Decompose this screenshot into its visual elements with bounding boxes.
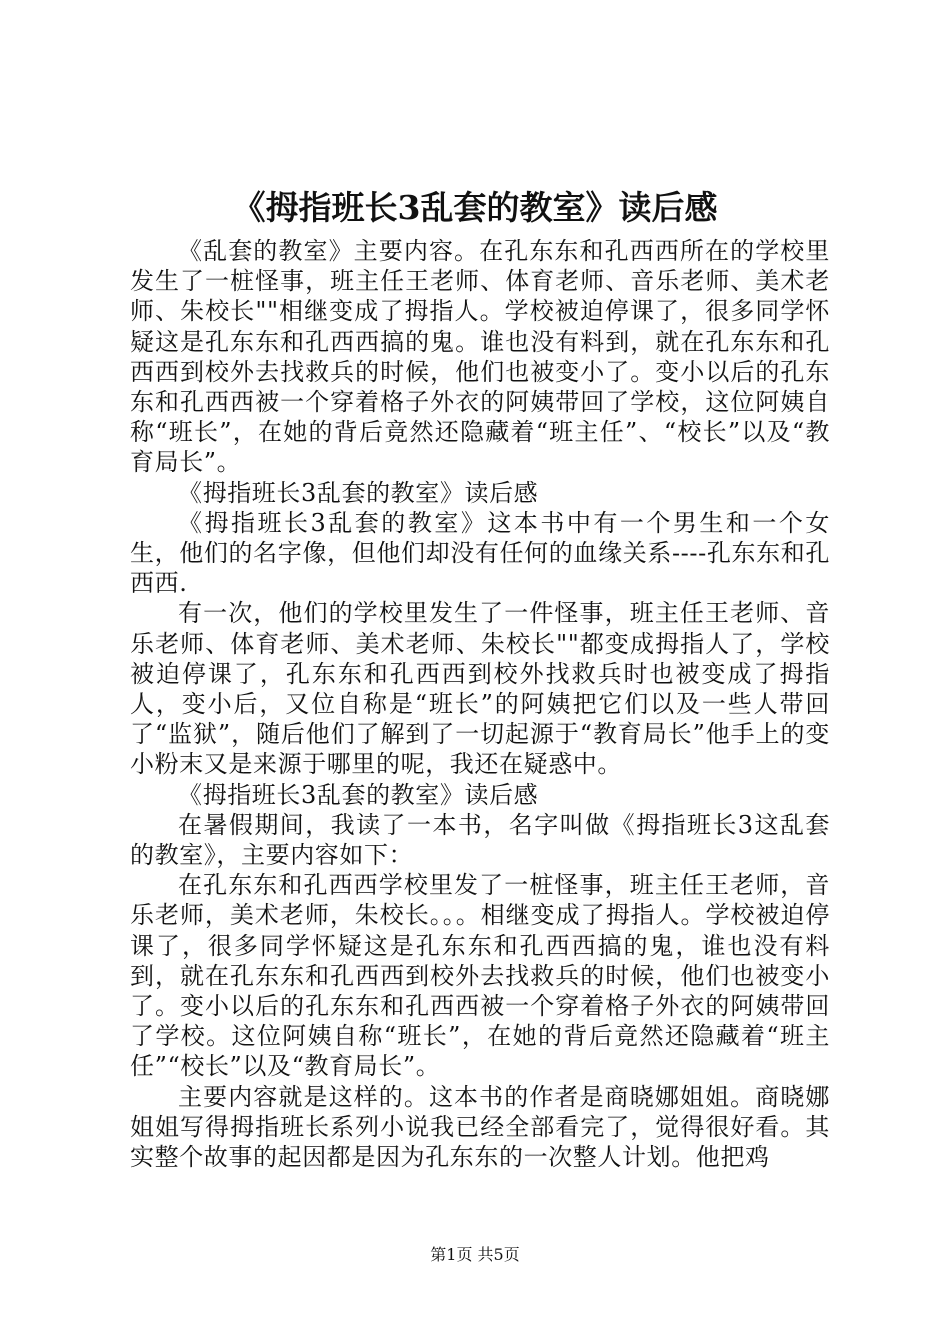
paragraph-2: 《拇指班长3乱套的教室》这本书中有一个男生和一个女生，他们的名字像，但他们却没有任何的血缘关系----孔东东和孔西西. <box>130 508 830 598</box>
paragraph-3: 有一次，他们的学校里发生了一件怪事，班主任王老师、音乐老师、体育老师、美术老师、朱校长""都变成拇指人了，学校被迫停课了，孔东东和孔西西到校外找救兵时也被变成了拇指人，变小后，又位自称是“班长”的阿姨把它们以及一些人带回了“监狱”，随后他们了解到了一切起源于“教育局长”他手上的变小粉末又是来源于哪里的呢，我还在疑惑中。 <box>130 599 830 779</box>
document-title: 《拇指班长3乱套的教室》读后感 <box>232 188 718 227</box>
paragraph-6: 主要内容就是这样的。这本书的作者是商晓娜姐姐。商晓娜姐姐写得拇指班长系列小说我已经全部看完了，觉得很好看。其实整个故事的起因都是因为孔东东的一次整人计划。他把鸡 <box>130 1082 830 1172</box>
section-heading-2: 《拇指班长3乱套的教室》读后感 <box>178 780 539 809</box>
page-number-footer: 第1页 共5页 <box>430 1245 520 1264</box>
paragraph-1: 《乱套的教室》主要内容。在孔东东和孔西西所在的学校里发生了一桩怪事，班主任王老师、体育老师、音乐老师、美术老师、朱校长""相继变成了拇指人。学校被迫停课了，很多同学怀疑这是孔东东和孔西西搞的鬼。谁也没有料到，就在孔东东和孔西西到校外去找救兵的时候，他们也被变小了。变小以后的孔东东和孔西西被一个穿着格子外衣的阿姨带回了学校，这位阿姨自称“班长”，在她的背后竟然还隐藏着“班主任”、“校长”以及“教育局长”。 <box>130 237 830 477</box>
paragraph-4: 在暑假期间，我读了一本书，名字叫做《拇指班长3这乱套的教室》，主要内容如下： <box>130 810 830 870</box>
section-heading-1: 《拇指班长3乱套的教室》读后感 <box>178 478 539 507</box>
document-body <box>130 236 830 1172</box>
paragraph-5: 在孔东东和孔西西学校里发了一桩怪事，班主任王老师，音乐老师，美术老师，朱校长。。。相继变成了拇指人。学校被迫停课了，很多同学怀疑这是孔东东和孔西西搞的鬼，谁也没有料到，就在孔东东和孔西西到校外去找救兵的时候，他们也被变小了。变小以后的孔东东和孔西西被一个穿着格子外衣的阿姨带回了学校。这位阿姨自称“班长”，在她的背后竟然还隐藏着“班主任”“校长”以及“教育局长”。 <box>130 871 830 1081</box>
